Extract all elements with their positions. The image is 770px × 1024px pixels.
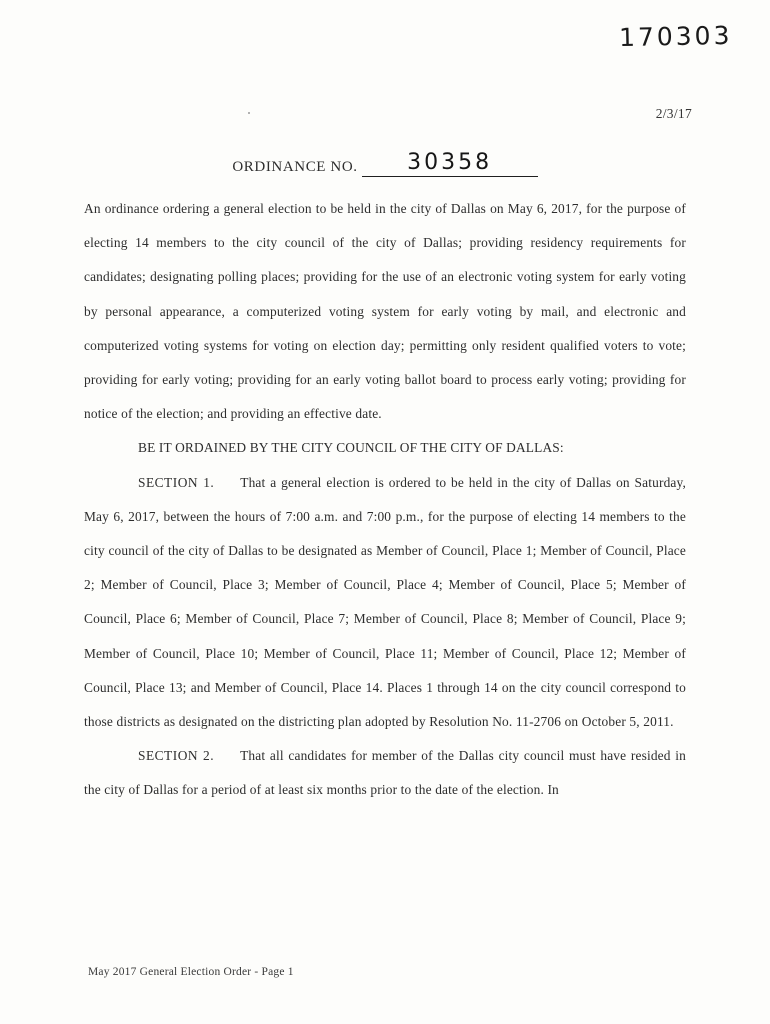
stamp-number: 170303 (618, 20, 733, 53)
section-1-text: That a general election is ordered to be held in the city of Dallas on Saturday, May 6, 2017, between the hours of 7:00 a.m. and 7:00 p.m., for the purpose of electing 14 members to the city council of the city of Dallas to be designated as Member of Council, Place 1; Member of Council, Place 2; Member of Council, Place 3; Member of Council, Place 4; Member of Council, Place 5; Member of Council, Place 6; Member of Council, Place 7; Member of Council, Place 8; Member of Council, Place 9; Member of Council, Place 10; Member of Council, Place 11; Member of Council, Place 12; Member of Council, Place 13; and Member of Council, Place 14. Places 1 through 14 on the city council correspond to those districts as designated on the districting plan adopted by Resolution No. 11-2706 on October 5, 2011. (84, 474, 686, 730)
enacting-clause: BE IT ORDAINED BY THE CITY COUNCIL OF THE CITY OF DALLAS: (138, 440, 564, 456)
ordinance-label: ORDINANCE NO. (232, 159, 358, 175)
section-1-paragraph (84, 466, 686, 740)
section-2-paragraph (84, 739, 686, 807)
section-2-text: That all candidates for member of the Dallas city council must have resided in the city of Dallas for a period of at least six months prior to the date of the election. In (84, 748, 686, 798)
section-1-label: SECTION 1. (138, 474, 215, 490)
section-2-label: SECTION 2. (138, 748, 215, 764)
document-body (84, 192, 686, 808)
preamble-paragraph: An ordinance ordering a general election to be held in the city of Dallas on May 6, 2017, for the purpose of electing 14 members to the city council of the city of Dallas; providing residency requirements for candidates; designating polling places; providing for the use of an electronic voting system for early voting by personal appearance, a computerized voting system for early voting by mail, and electronic and computerized voting systems for voting on election day; permitting only resident qualified voters to vote; providing for early voting; providing for an early voting ballot board to process early voting; providing for notice of the election; and providing an effective date. (84, 201, 686, 422)
stray-mark (248, 112, 250, 114)
page-footer: May 2017 General Election Order - Page 1 (88, 966, 294, 978)
ordinance-heading (0, 150, 770, 177)
document-date: 2/3/17 (655, 106, 692, 121)
ordinance-number: 30358 (407, 150, 493, 175)
ordinance-number-field (362, 150, 538, 177)
